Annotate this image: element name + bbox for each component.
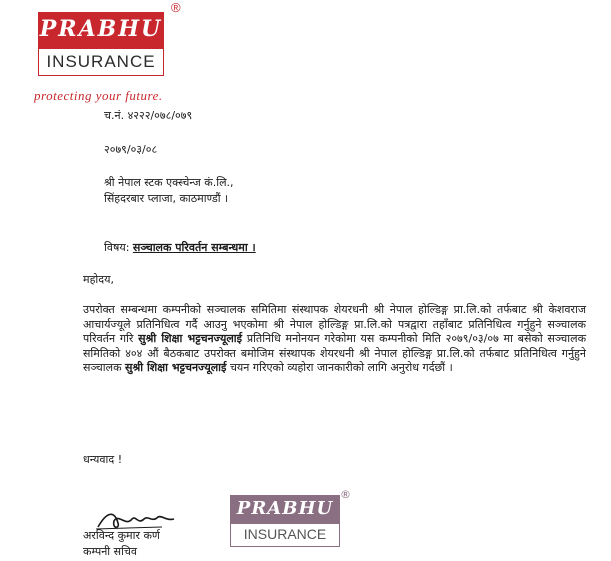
body-part2: प्रतिनिधि मनोनयन गरेकोमा यस कम्पनीको मिति २०७९/०३/०७ मा बसेको सञ्चालक समितिको ४०४ औं बैठकबाट उपरोक्त बमोजिम संस्थापक शेयरधनी श्री नेपाल होल्डिङ्ग प्रा.लि.को तर्फबाट प्रतिनिधित्व गर्नुहुने सञ्चालक: [83, 332, 587, 375]
tagline: protecting your future.: [34, 88, 163, 103]
subject-line: [104, 240, 256, 255]
salutation: महोदय,: [83, 273, 114, 286]
recipient-line1: श्री नेपाल स्टक एक्स्चेन्ज कं.लि.,: [104, 176, 234, 189]
registered-mark: ®: [171, 0, 181, 15]
letter-body: [83, 303, 586, 376]
subject-text: सञ्चालक परिवर्तन सम्बन्धमा ।: [132, 241, 256, 254]
recipient-line2: सिंहदरबार प्लाजा, काठमाण्डौं ।: [104, 192, 229, 205]
logo-insurance: INSURANCE: [46, 52, 156, 71]
company-logo: [38, 12, 164, 76]
logo-word: PRABHU: [39, 16, 163, 42]
subject-label: विषय:: [104, 241, 130, 254]
reference-number: च.नं. ४२२२/०७८/०७९: [104, 109, 193, 122]
stamp-word: PRABHU: [236, 498, 334, 519]
stamp-registered-mark: ®: [340, 488, 351, 501]
stamp-insurance: INSURANCE: [243, 526, 327, 542]
body-name1: सुश्री शिक्षा भट्टचनज्यूलाई: [138, 332, 243, 346]
body-part1: उपरोक्त सम्बन्धमा कम्पनीको सञ्चालक समितिमा संस्थापक शेयरधनी श्री नेपाल होल्डिङ्ग प्रा.लि.को तर्फबाट श्री केशवराज आचार्यज्यूले प्रतिनिधित्व गर्दै आउनु भएकोमा श्री नेपाल होल्डिङ्ग प्रा.लि.को पत्रद्वारा तहाँबाट प्रतिनिधित्व गर्नुहुने सञ्चालक परिवर्तन गरि: [83, 303, 586, 346]
body-part3: चयन गरिएको व्यहोरा जानकारीको लागि अनुरोध गर्दछौं ।: [229, 361, 453, 375]
company-stamp: [230, 495, 340, 547]
signatory-title: कम्पनी सचिव: [83, 545, 138, 558]
letter-date: २०७९/०३/०८: [104, 143, 158, 156]
closing: धन्यवाद !: [83, 453, 123, 466]
signatory-name: अरविन्द कुमार कर्ण: [83, 529, 160, 542]
body-name2: सुश्री शिक्षा भट्टचनज्यूलाई: [125, 361, 227, 375]
